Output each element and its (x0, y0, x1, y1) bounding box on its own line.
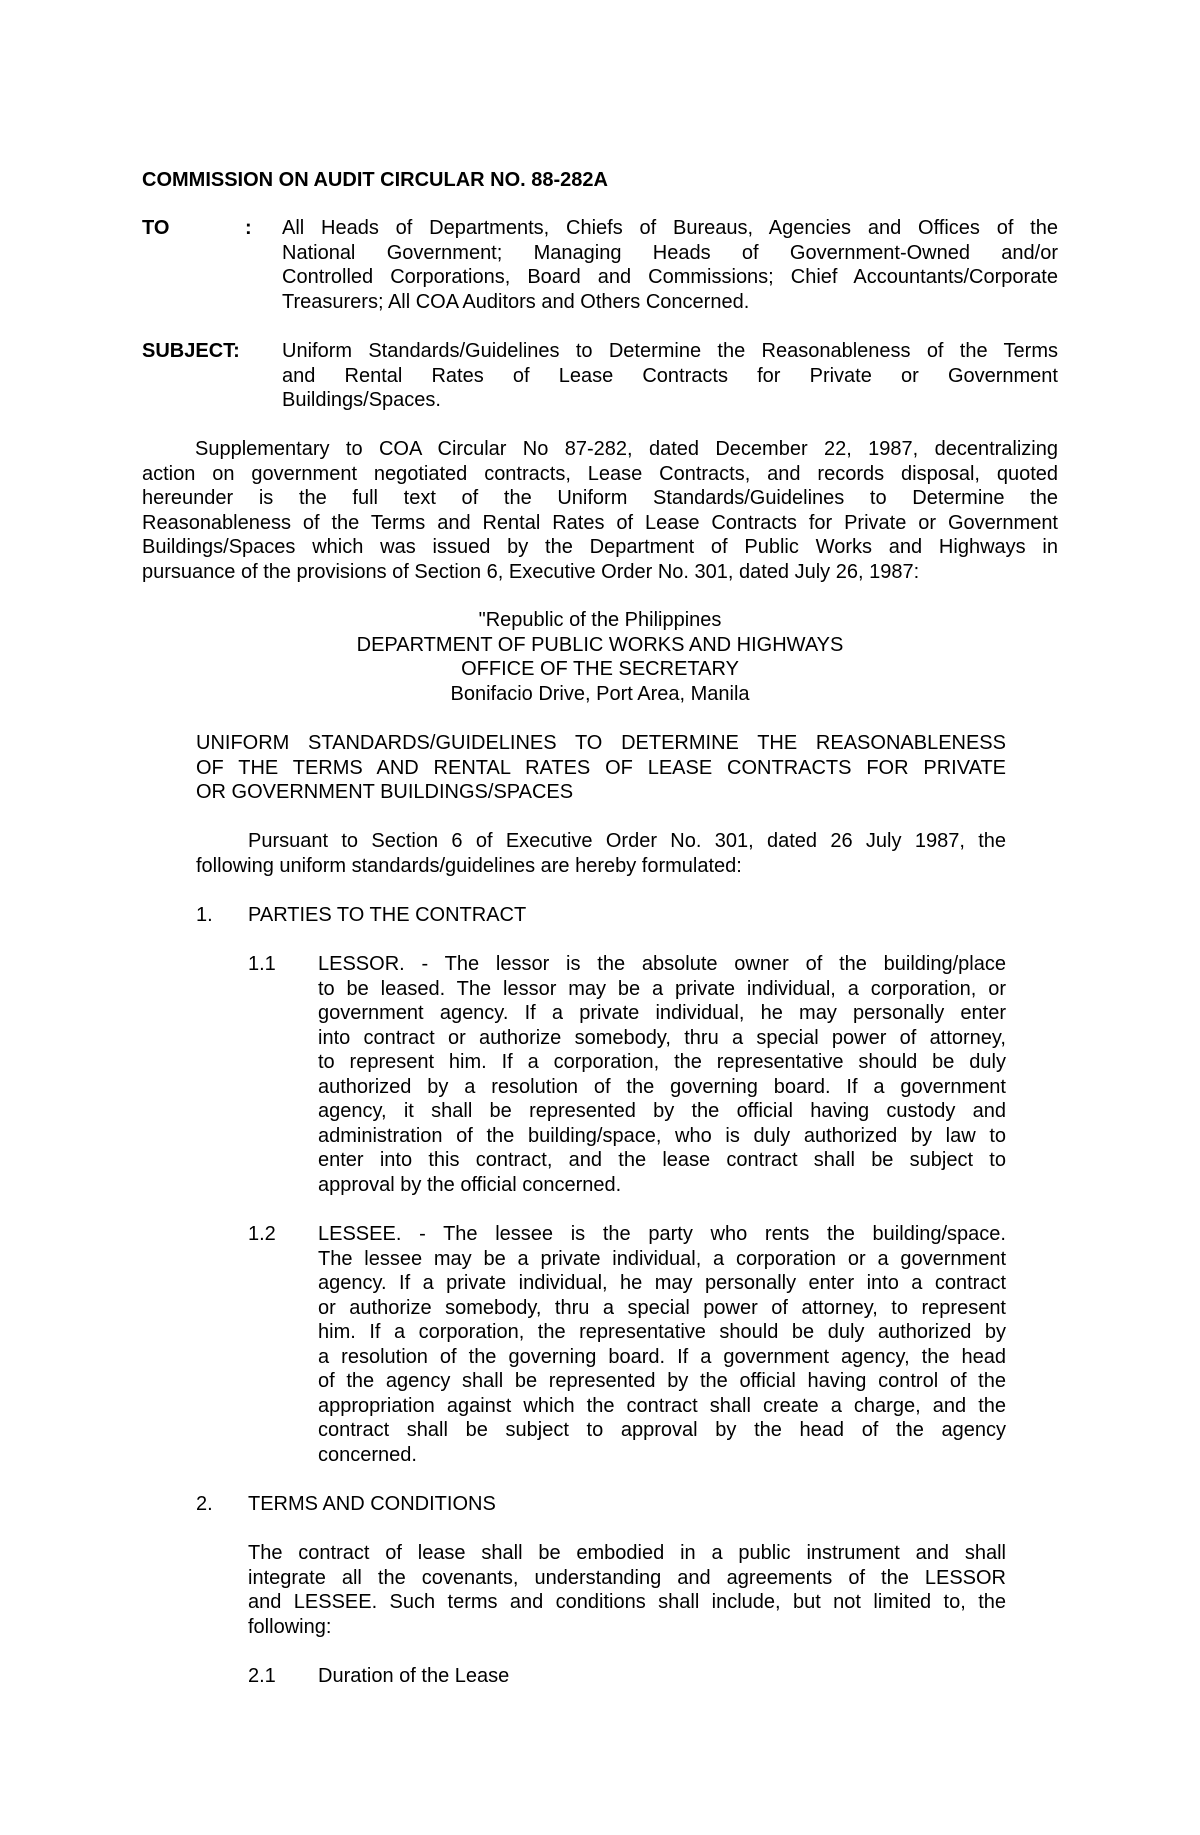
to-line: Controlled Corporations, Board and Commissions; Chief Accountants/Corporate (282, 266, 1058, 288)
lessor-line: administration of the building/space, who is duly authorized by law to (318, 1124, 1006, 1147)
standards-title (196, 731, 1006, 805)
section-1-title: PARTIES TO THE CONTRACT (248, 904, 527, 926)
lessee-line: him. If a corporation, the representative should be duly authorized by (318, 1321, 1006, 1343)
section-1-2-lessee (318, 1222, 1006, 1467)
lessor-line: approval by the official concerned. (318, 1173, 622, 1196)
subject-line: Buildings/Spaces. (282, 389, 441, 411)
pursuant-line: Pursuant to Section 6 of Executive Order No. 301, dated 26 July 1987, the (248, 830, 1006, 852)
to-label: TO (142, 217, 170, 239)
to-line: All Heads of Departments, Chiefs of Bureaus, Agencies and Offices of the (282, 217, 1058, 239)
intro-line: Buildings/Spaces which was issued by the Department of Public Works and Highways in (142, 536, 1058, 558)
subject-line: and Rental Rates of Lease Contracts for Private or Government (282, 364, 1058, 387)
pursuant-paragraph (196, 829, 1006, 878)
lessor-line: to be leased. The lessor may be a private individual, a corporation, or (318, 977, 1006, 1000)
intro-paragraph (142, 437, 1058, 584)
terms-line: integrate all the covenants, understanding and agreements of the LESSOR (248, 1566, 1006, 1589)
terms-line: following: (248, 1615, 332, 1638)
intro-line: pursuance of the provisions of Section 6, Executive Order No. 301, dated July 26, 1987: (142, 560, 920, 583)
subject-line: Uniform Standards/Guidelines to Determine the Reasonableness of the Terms (282, 340, 1058, 362)
pursuant-line: following uniform standards/guidelines are hereby formulated: (196, 854, 742, 877)
lessor-line: agency, it shall be represented by the official having custody and (318, 1100, 1006, 1122)
section-2-1-number: 2.1 (248, 1665, 276, 1687)
letterhead-line: OFFICE OF THE SECRETARY (461, 658, 739, 680)
intro-line: hereunder is the full text of the Uniform Standards/Guidelines to Determine the (142, 487, 1058, 509)
section-2-paragraph (248, 1541, 1006, 1639)
lessor-line: to represent him. If a corporation, the representative should be duly (318, 1051, 1006, 1073)
to-recipients (282, 216, 1058, 314)
lessor-line: LESSOR. - The lessor is the absolute owner of the building/place (318, 953, 1006, 975)
letterhead-line: DEPARTMENT OF PUBLIC WORKS AND HIGHWAYS (356, 633, 844, 656)
lessee-line: of the agency shall be represented by the official having control of the (318, 1370, 1006, 1392)
intro-line: Reasonableness of the Terms and Rental Rates of Lease Contracts for Private or Government (142, 511, 1058, 534)
subject-label: SUBJECT: (142, 340, 240, 362)
lessee-line: appropriation against which the contract shall create a charge, and the (318, 1394, 1006, 1417)
standards-title-line: UNIFORM STANDARDS/GUIDELINES TO DETERMINE THE REASONABLENESS (196, 732, 1006, 754)
letterhead-line: Bonifacio Drive, Port Area, Manila (450, 682, 750, 705)
lessor-line: authorized by a resolution of the governing board. If a government (318, 1075, 1006, 1098)
lessor-line: into contract or authorize somebody, thru a special power of attorney, (318, 1026, 1006, 1049)
dpwh-letterhead (142, 608, 1058, 706)
subject-text (282, 339, 1058, 413)
to-colon: : (245, 217, 252, 239)
circular-title: COMMISSION ON AUDIT CIRCULAR NO. 88-282A (142, 169, 608, 191)
terms-line: and LESSEE. Such terms and conditions shall include, but not limited to, the (248, 1591, 1006, 1613)
lessee-line: LESSEE. - The lessee is the party who rents the building/space. (318, 1223, 1006, 1245)
lessor-line: government agency. If a private individual, he may personally enter (318, 1002, 1006, 1024)
section-2-1-title: Duration of the Lease (318, 1665, 510, 1687)
section-1-number: 1. (196, 904, 213, 926)
terms-line: The contract of lease shall be embodied in a public instrument and shall (248, 1542, 1006, 1564)
section-1-2-number: 1.2 (248, 1223, 276, 1245)
lessee-line: concerned. (318, 1443, 417, 1466)
section-2-title: TERMS AND CONDITIONS (248, 1493, 496, 1515)
section-1-1-lessor (318, 952, 1006, 1197)
to-line: Treasurers; All COA Auditors and Others Concerned. (282, 290, 750, 313)
section-1-1-number: 1.1 (248, 953, 276, 975)
standards-title-line: OF THE TERMS AND RENTAL RATES OF LEASE CONTRACTS FOR PRIVATE (196, 756, 1006, 779)
lessee-line: The lessee may be a private individual, a corporation or a government (318, 1247, 1006, 1270)
standards-title-line: OR GOVERNMENT BUILDINGS/SPACES (196, 781, 574, 803)
section-2-number: 2. (196, 1493, 213, 1515)
lessee-line: agency. If a private individual, he may personally enter into a contract (318, 1272, 1006, 1294)
to-line: National Government; Managing Heads of Government-Owned and/or (282, 241, 1058, 264)
intro-line: Supplementary to COA Circular No 87-282, dated December 22, 1987, decentralizing (195, 438, 1058, 460)
intro-line: action on government negotiated contracts, Lease Contracts, and records disposal, quoted (142, 462, 1058, 485)
lessee-line: contract shall be subject to approval by the head of the agency (318, 1419, 1006, 1441)
lessor-line: enter into this contract, and the lease contract shall be subject to (318, 1149, 1006, 1171)
lessee-line: a resolution of the governing board. If a government agency, the head (318, 1345, 1006, 1368)
lessee-line: or authorize somebody, thru a special power of attorney, to represent (318, 1296, 1006, 1319)
letterhead-line: "Republic of the Philippines (478, 609, 722, 631)
